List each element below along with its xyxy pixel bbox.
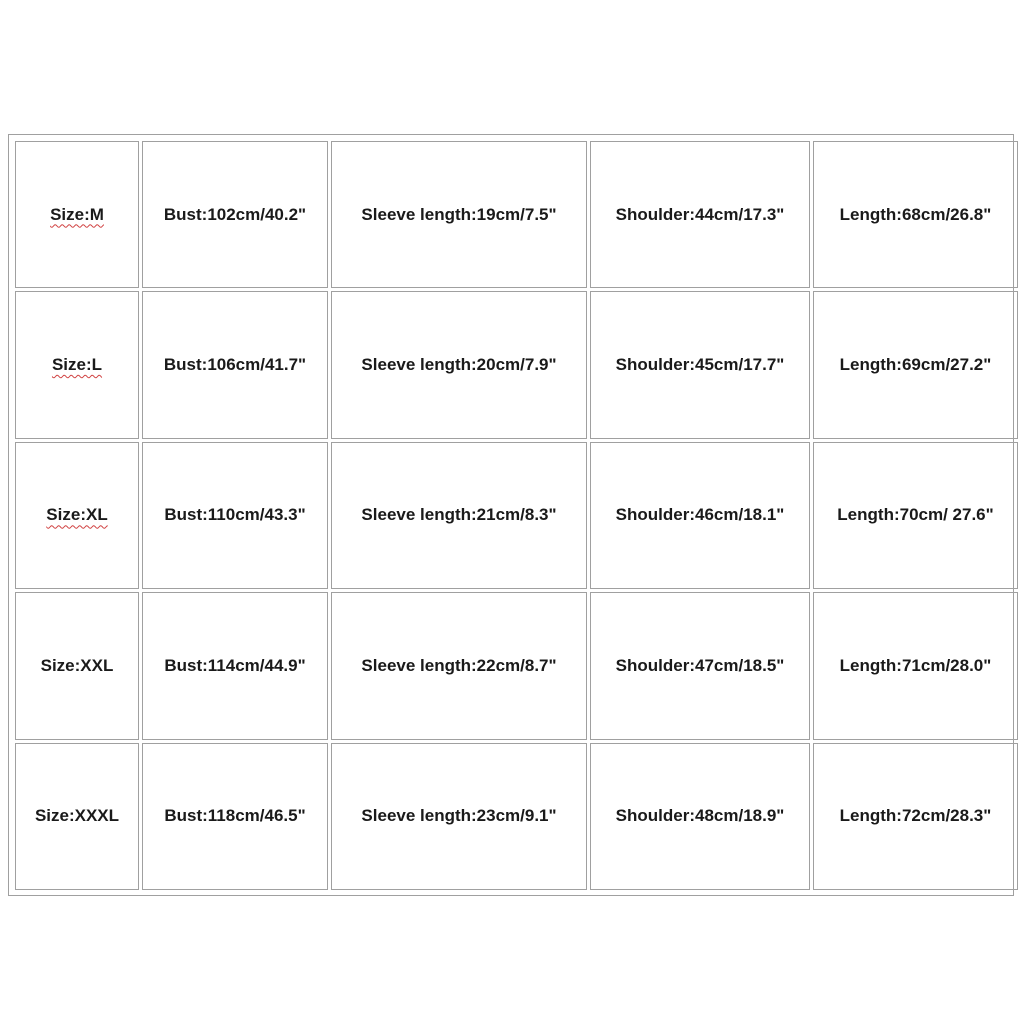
- shoulder-cell: Shoulder:44cm/17.3": [590, 141, 810, 288]
- size-chart-table: [12, 138, 1021, 893]
- table-row: [15, 442, 1018, 589]
- sleeve-length-cell: Sleeve length:23cm/9.1": [331, 743, 587, 890]
- size-cell: [15, 442, 139, 589]
- size-label: Size:M: [50, 204, 104, 224]
- size-chart-table-frame: [8, 134, 1014, 896]
- size-label: Size:XL: [46, 505, 108, 525]
- size-label: Size:XXL: [40, 655, 114, 675]
- table-row: [15, 141, 1018, 288]
- bust-cell: Bust:114cm/44.9": [142, 592, 328, 739]
- length-cell: Length:72cm/28.3": [813, 743, 1018, 890]
- length-cell: Length:69cm/27.2": [813, 291, 1018, 438]
- shoulder-cell: Shoulder:47cm/18.5": [590, 592, 810, 739]
- sleeve-length-cell: Sleeve length:22cm/8.7": [331, 592, 587, 739]
- sleeve-length-cell: Sleeve length:21cm/8.3": [331, 442, 587, 589]
- sleeve-length-cell: Sleeve length:20cm/7.9": [331, 291, 587, 438]
- table-row: [15, 743, 1018, 890]
- sleeve-length-cell: Sleeve length:19cm/7.5": [331, 141, 587, 288]
- bust-cell: Bust:110cm/43.3": [142, 442, 328, 589]
- length-cell: Length:70cm/ 27.6": [813, 442, 1018, 589]
- size-cell: [15, 592, 139, 739]
- size-cell: [15, 291, 139, 438]
- length-cell: Length:68cm/26.8": [813, 141, 1018, 288]
- shoulder-cell: Shoulder:46cm/18.1": [590, 442, 810, 589]
- shoulder-cell: Shoulder:48cm/18.9": [590, 743, 810, 890]
- size-cell: [15, 743, 139, 890]
- bust-cell: Bust:102cm/40.2": [142, 141, 328, 288]
- bust-cell: Bust:106cm/41.7": [142, 291, 328, 438]
- length-cell: Length:71cm/28.0": [813, 592, 1018, 739]
- size-label: Size:L: [51, 355, 103, 375]
- size-cell: [15, 141, 139, 288]
- bust-cell: Bust:118cm/46.5": [142, 743, 328, 890]
- table-row: [15, 592, 1018, 739]
- table-row: [15, 291, 1018, 438]
- size-label: Size:XXXL: [34, 806, 120, 826]
- shoulder-cell: Shoulder:45cm/17.7": [590, 291, 810, 438]
